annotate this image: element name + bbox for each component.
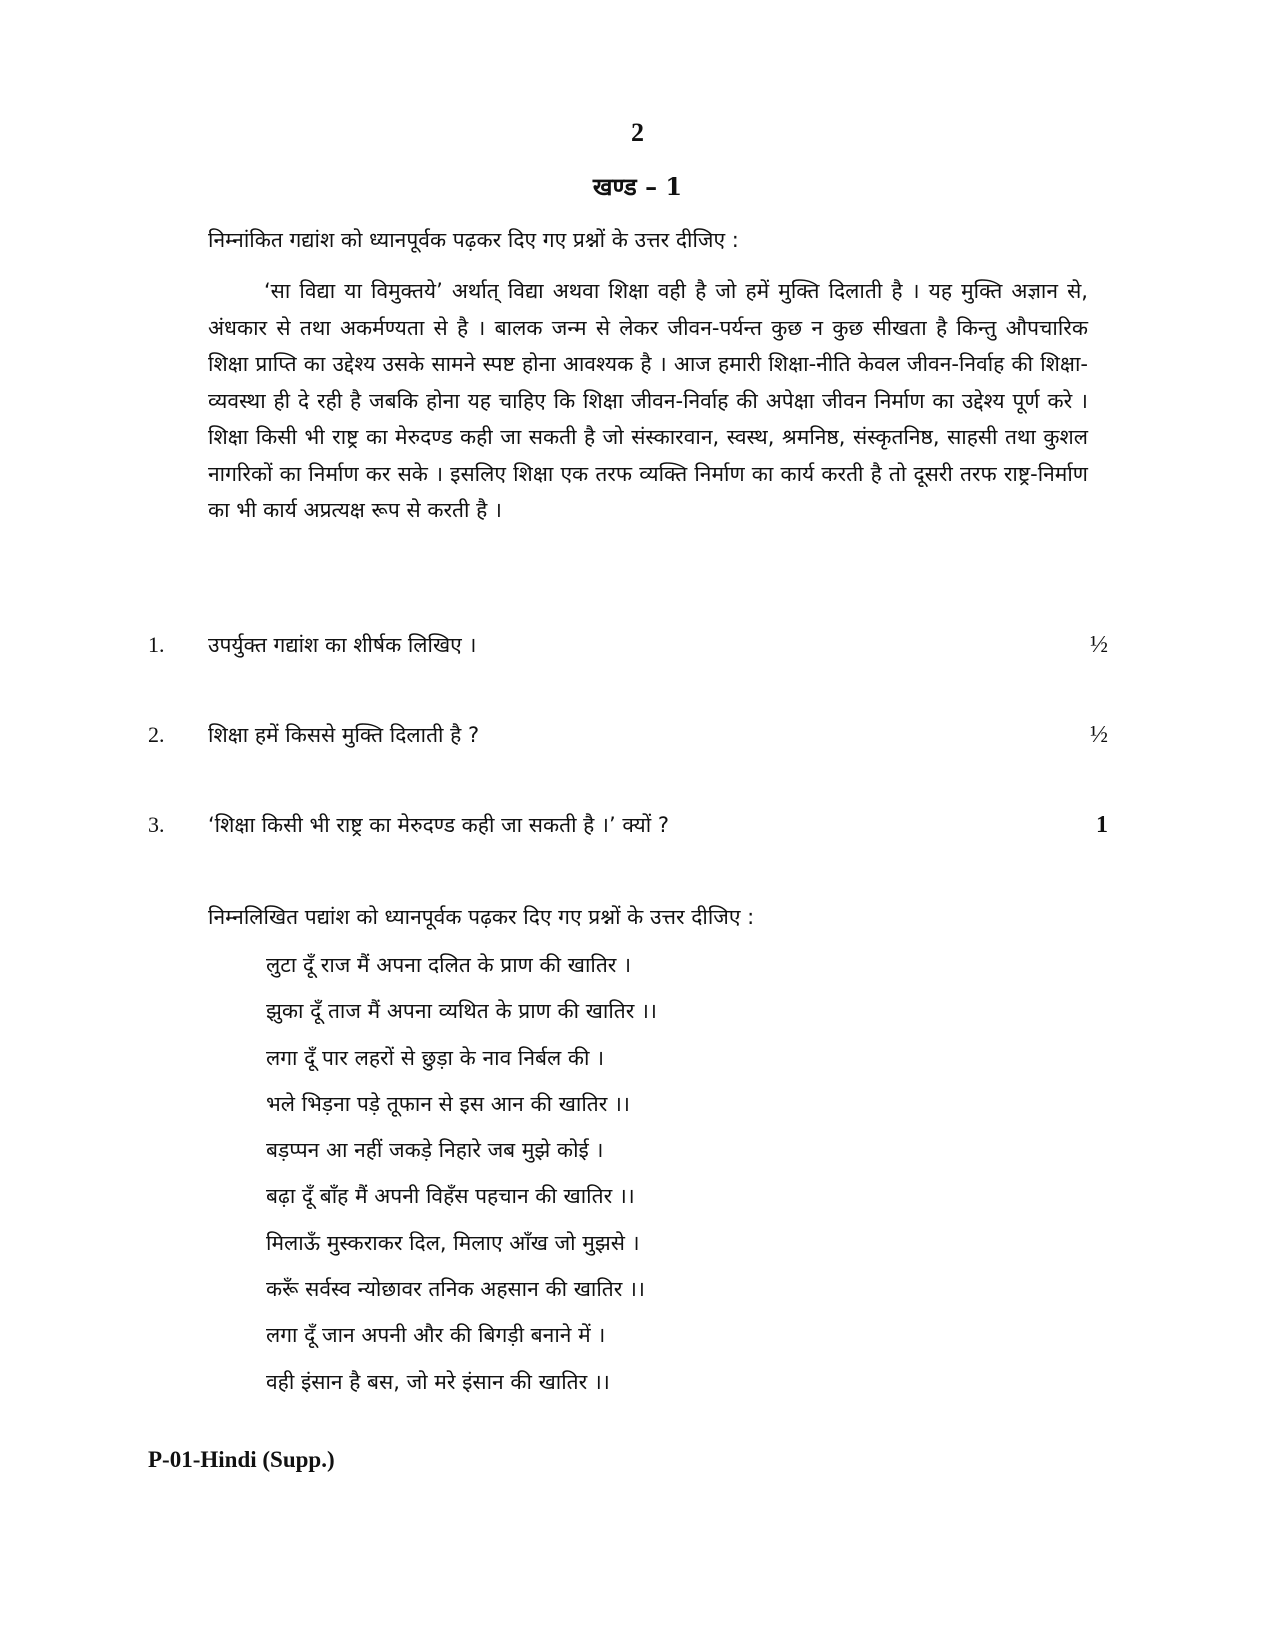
poem-line: वही इंसान है बस, जो मरे इंसान की खातिर ।। — [266, 1369, 610, 1394]
question-marks: 1 — [1096, 812, 1108, 838]
question-text: शिक्षा हमें किससे मुक्ति दिलाती है ? — [208, 723, 480, 747]
section-title: खण्ड – 1 — [592, 172, 683, 201]
poem-instruction: निम्नलिखित पद्यांश को ध्यानपूर्वक पढ़कर दिए गए प्रश्नों के उत्तर दीजिए : — [208, 905, 755, 929]
prose-instruction: निम्नांकित गद्यांश को ध्यानपूर्वक पढ़कर दिए गए प्रश्नों के उत्तर दीजिए : — [208, 228, 739, 252]
question-number: 3. — [148, 812, 165, 837]
poem-line: लुटा दूँ राज मैं अपना दलित के प्राण की खातिर । — [266, 953, 632, 977]
poem-line: भले भिड़ना पड़े तूफान से इस आन की खातिर ।। — [266, 1091, 630, 1116]
poem-line: बड़प्पन आ नहीं जकड़े निहारे जब मुझे कोई । — [266, 1138, 604, 1163]
question-text: उपर्युक्त गद्यांश का शीर्षक लिखिए । — [208, 633, 477, 657]
prose-passage: ‘सा विद्या या विमुक्तये’ अर्थात् विद्या अथवा शिक्षा वही है जो हमें मुक्ति दिलाती है । यह मुक्ति अज्ञान से, अंधकार से तथा अकर्मण्यता से है । बालक जन्म से लेकर जीवन-पर्यन्त कुछ न कुछ सीखता है किन्तु औपचारिक शिक्षा प्राप्ति का उद्देश्य उसके सामने स्पष्ट होना आवश्यक है । आज हमारी शिक्षा-नीति केवल जीवन-निर्वाह की शिक्षा-व्यवस्था ही दे रही है जबकि होना यह चाहिए कि शिक्षा जीवन-निर्वाह की अपेक्षा जीवन निर्माण का उद्देश्य पूर्ण करे । शिक्षा किसी भी राष्ट्र का मेरुदण्ड कही जा सकती है जो संस्कारवान, स्वस्थ, श्रमनिष्ठ, संस्कृतनिष्ठ, साहसी तथा कुशल नागरिकों का निर्माण कर सके । इसलिए शिक्षा एक तरफ व्यक्ति निर्माण का कार्य करती है तो दूसरी तरफ राष्ट्र-निर्माण का भी कार्य अप्रत्यक्ष रूप से करती है । — [208, 279, 1088, 522]
poem-line: करूँ सर्वस्व न्योछावर तनिक अहसान की खातिर ।। — [266, 1277, 645, 1302]
question-1 — [148, 628, 1108, 662]
paper-code-footer: P-01-Hindi (Supp.) — [148, 1447, 335, 1472]
question-2 — [148, 718, 1108, 752]
question-number: 1. — [148, 632, 165, 657]
question-marks: ½ — [1090, 722, 1108, 748]
poem-line: झुका दूँ ताज मैं अपना व्यथित के प्राण की खातिर ।। — [266, 999, 657, 1024]
poem-line: बढ़ा दूँ बाँह मैं अपनी विहँस पहचान की खातिर ।। — [266, 1184, 635, 1209]
question-number: 2. — [148, 722, 165, 747]
poem-line: लगा दूँ पार लहरों से छुड़ा के नाव निर्बल की । — [266, 1045, 605, 1070]
question-text: ‘शिक्षा किसी भी राष्ट्र का मेरुदण्ड कही जा सकती है ।’ क्यों ? — [208, 813, 669, 837]
question-3 — [148, 808, 1108, 842]
question-marks: ½ — [1090, 632, 1108, 658]
poem-line: लगा दूँ जान अपनी और की बिगड़ी बनाने में । — [266, 1323, 606, 1348]
poem-line: मिलाऊँ मुस्कराकर दिल, मिलाए आँख जो मुझसे । — [266, 1230, 640, 1255]
page-number: 2 — [631, 118, 644, 147]
poem — [266, 942, 1066, 1405]
